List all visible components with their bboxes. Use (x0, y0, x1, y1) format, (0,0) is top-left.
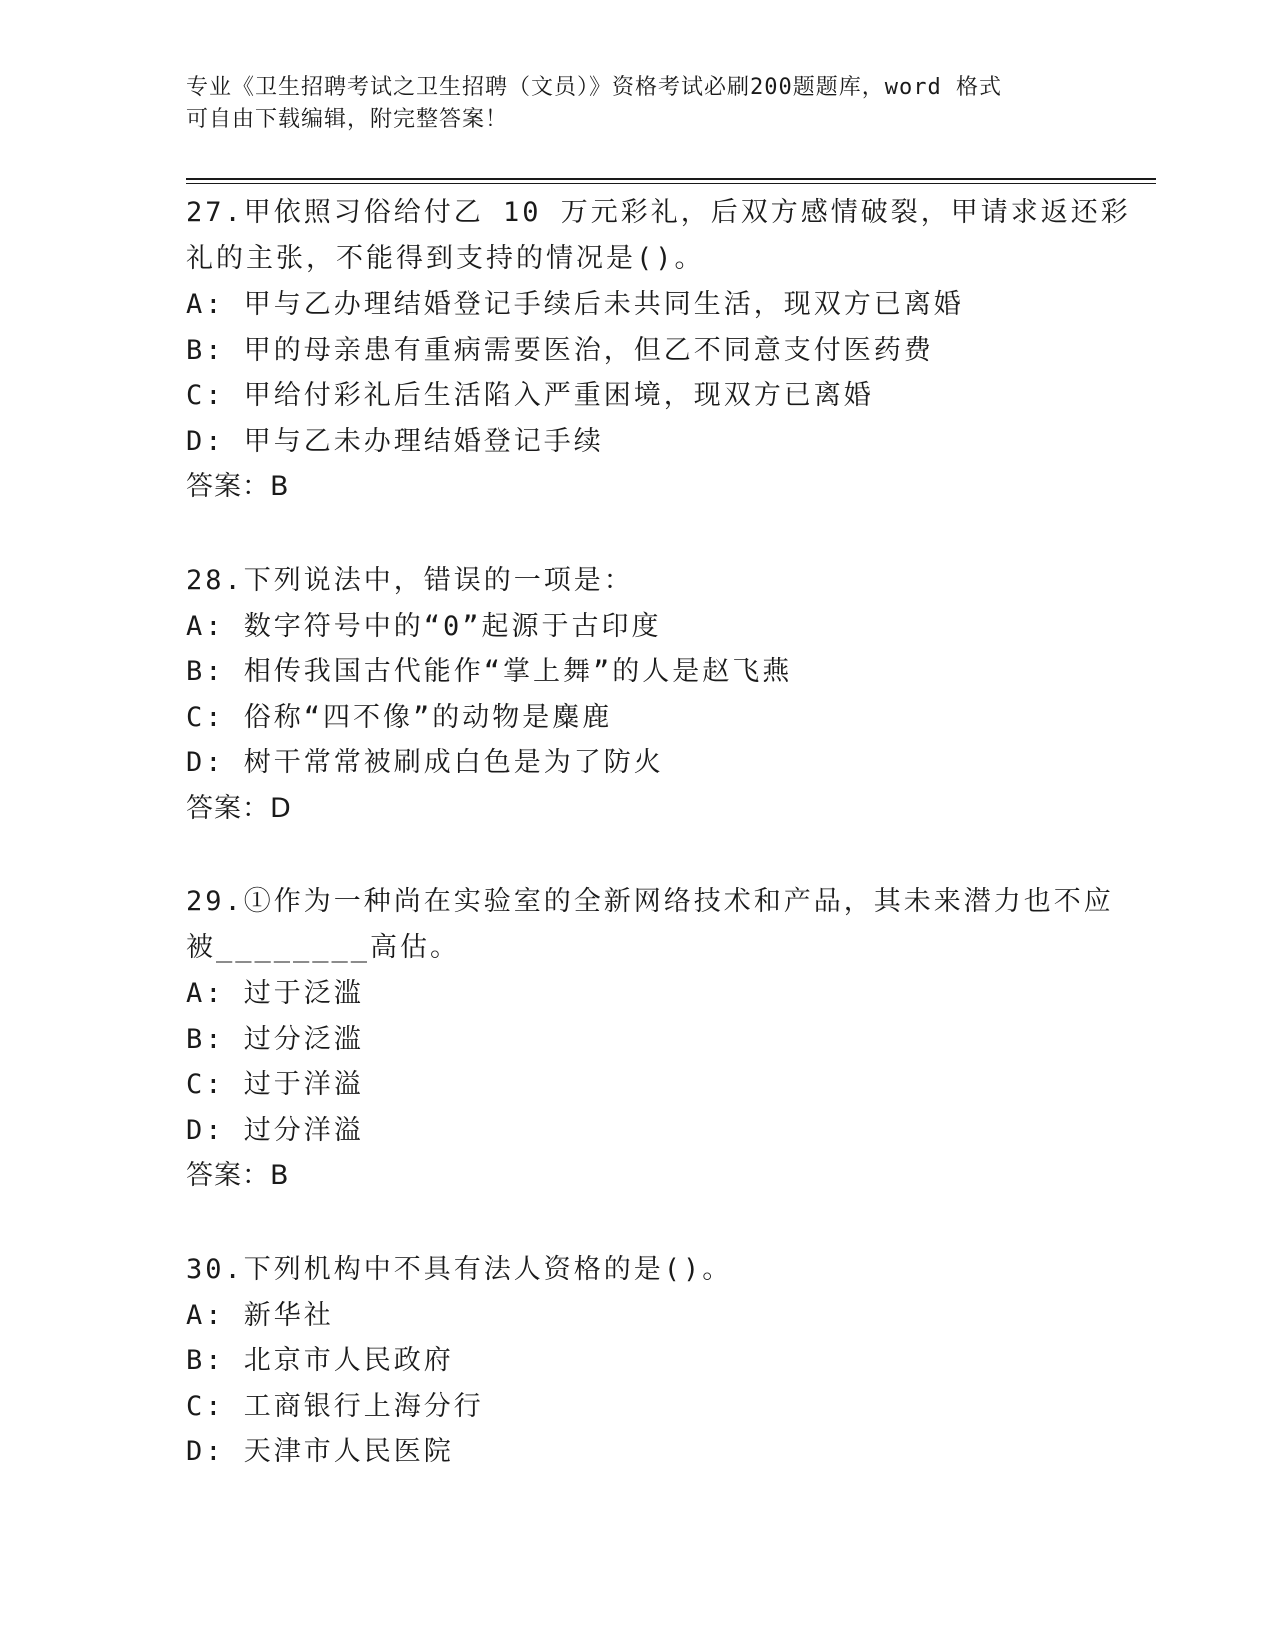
question-27 (186, 190, 1131, 510)
question-list (186, 190, 1131, 1523)
header-line-1: 专业《卫生招聘考试之卫生招聘（文员）》资格考试必刷200题题库，word 格式 (186, 75, 1002, 100)
option-c: C: 工商银行上海分行 (186, 1390, 484, 1422)
option-a: A: 甲与乙办理结婚登记手续后未共同生活，现双方已离婚 (186, 289, 964, 320)
question-stem: 礼的主张，不能得到支持的情况是()。 (186, 243, 705, 274)
divider-line-thin (186, 183, 1156, 184)
question-28 (186, 558, 1086, 832)
option-a: A: 新华社 (186, 1299, 334, 1331)
answer-line: 答案：B (186, 1160, 290, 1191)
option-c: C: 俗称“四不像”的动物是麋鹿 (186, 701, 613, 733)
question-stem: 27.甲依照习俗给付乙 10 万元彩礼，后双方感情破裂，甲请求返还彩 (186, 197, 1131, 228)
option-a: A: 过于泛滥 (186, 978, 364, 1009)
question-stem: 28.下列说法中，错误的一项是： (186, 564, 634, 596)
divider-line-thick (186, 178, 1156, 180)
document-header (186, 72, 1086, 136)
question-stem: 30.下列机构中不具有法人资格的是()。 (186, 1253, 733, 1285)
option-b: B: 过分泛滥 (186, 1023, 364, 1055)
option-b: B: 甲的母亲患有重病需要医治，但乙不同意支付医药费 (186, 334, 934, 366)
option-d: D: 甲与乙未办理结婚登记手续 (186, 425, 604, 457)
option-d: D: 过分洋溢 (186, 1114, 364, 1146)
question-30 (186, 1247, 1086, 1475)
question-stem: 被________高估。 (186, 932, 461, 963)
option-d: D: 树干常常被刷成白色是为了防火 (186, 747, 664, 778)
option-b: B: 相传我国古代能作“掌上舞”的人是赵飞燕 (186, 656, 793, 687)
option-a: A: 数字符号中的“0”起源于古印度 (186, 610, 662, 642)
answer-line: 答案：D (186, 792, 292, 824)
question-29 (186, 879, 1114, 1199)
header-line-2: 可自由下载编辑，附完整答案！ (186, 107, 509, 132)
header-divider (186, 178, 1156, 184)
question-stem: 29.①作为一种尚在实验室的全新网络技术和产品，其未来潜力也不应 (186, 886, 1114, 917)
option-c: C: 甲给付彩礼后生活陷入严重困境，现双方已离婚 (186, 380, 874, 411)
option-b: B: 北京市人民政府 (186, 1345, 454, 1376)
option-c: C: 过于洋溢 (186, 1069, 364, 1100)
answer-line: 答案：B (186, 471, 290, 502)
option-d: D: 天津市人民医院 (186, 1436, 454, 1467)
